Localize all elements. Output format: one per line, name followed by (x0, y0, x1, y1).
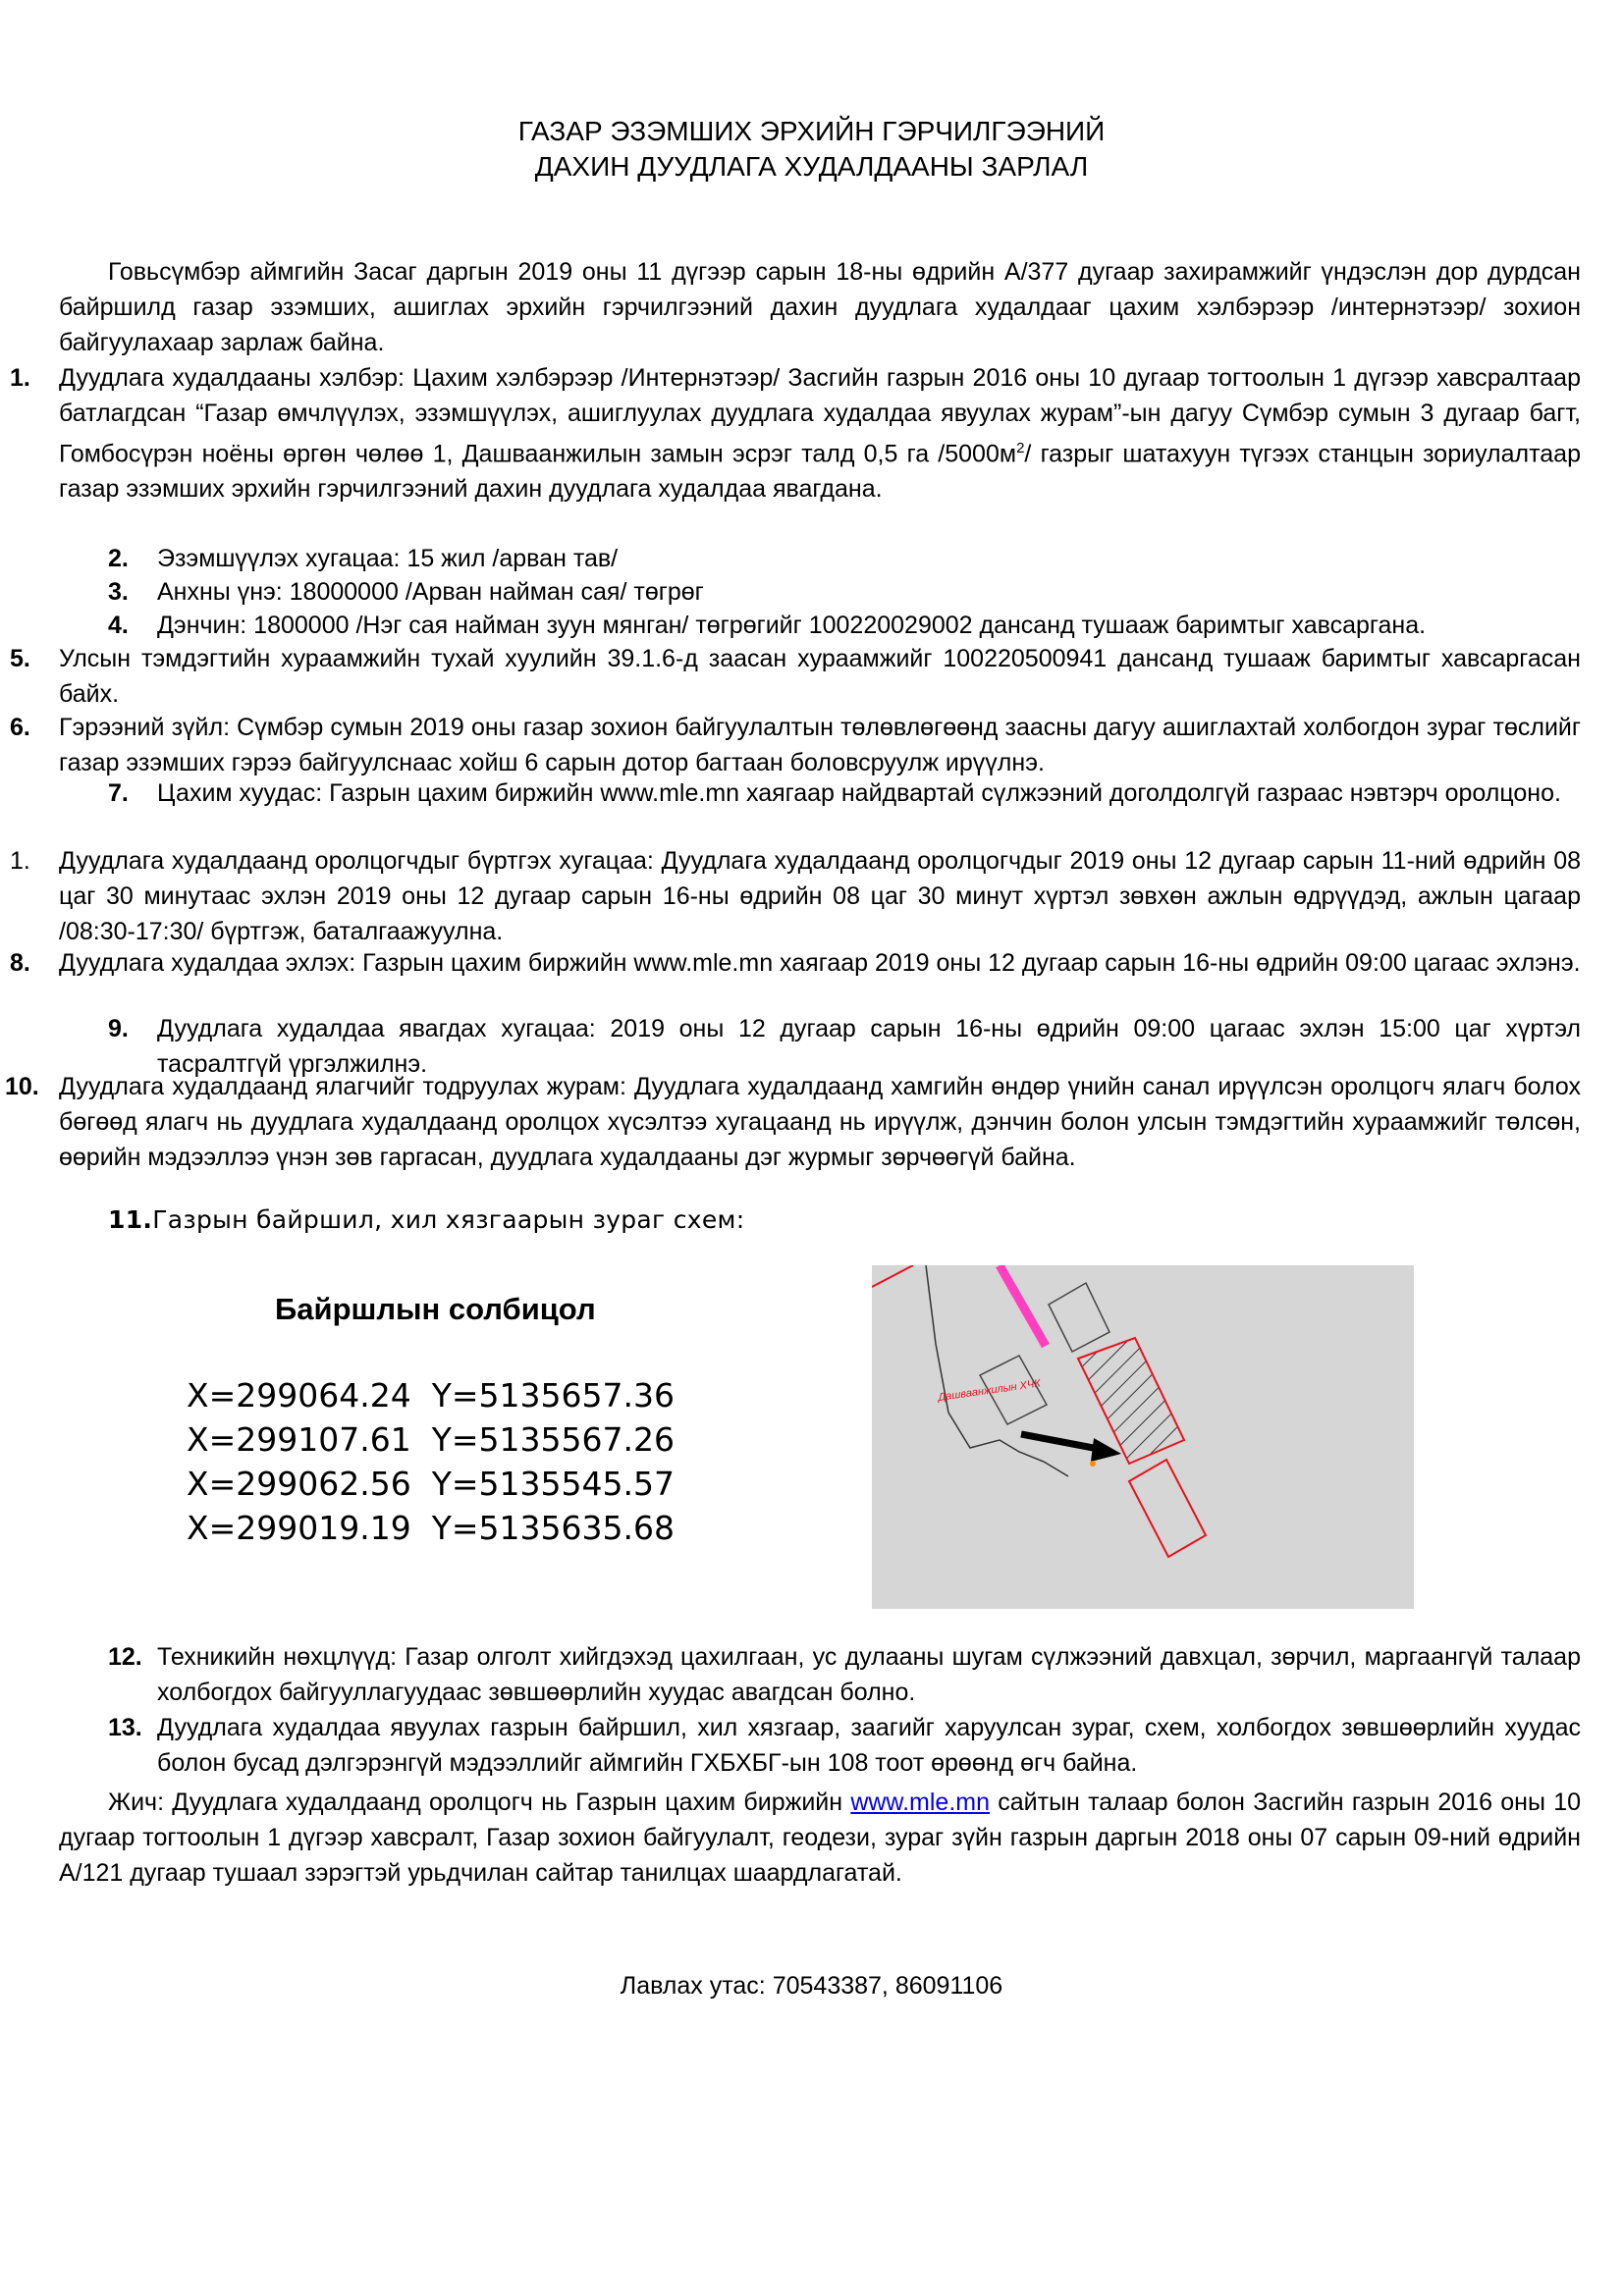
item-number: 8. (10, 949, 30, 977)
item-text-continued: / газрыг шатахуун түгээх станцын зориулалтаар газар эзэмших эрхийн гэрчилгээний дахин дуудлага худалдаа явагдана. (59, 440, 1581, 504)
note-tail: сайтын талаар болон Засгийн газрын 2016 оны 10 дугаар тогтоолын 1 дүгээр хавсралт, Газар зохион байгуулалт, геодези, зураг зүйн газрын даргын 2018 оны 07 сарын 09-ний өдрийн А/121 дугаар тушаал зэрэгтэй урьдчилан сайтар танилцах шаардлагатай. (59, 1789, 1581, 1887)
list-item: Дуудлага худалдаанд ялагчийг тодруулах журам: Дуудлага худалдаанд хамгийн өндөр үнийн санал ирүүлсэн оролцогч ялагч болох бөгөөд ялагч нь дуудлага худалдаанд оролцох хүсэлтээ хугацаанд нь ирүүлж, дэнчин болон улсын тэмдэгтийн хураамжийг төлсөн, өөрийн мэдээллээ үнэн зөв гаргасан, дуудлага худалдааны дэг журмыг зөрчөөгүй байна. (59, 1073, 1581, 1171)
coordinate-row (187, 1507, 675, 1550)
list-item: Дуудлага худалдаанд оролцогчдыг бүртгэх хугацаа: Дуудлага худалдаанд оролцогчдыг 2019 оны 12 дугаар сарын 11-ний өдрийн 08 цаг 30 минутаас эхлэн 2019 оны 12 дугаар сарын 16-ны өдрийн 08 цаг 30 минут хүртэл зөвхөн ажлын өдрүүдэд, ажлын цагаар /08:30-17:30/ бүртгэж, баталгаажуулна. (59, 847, 1581, 945)
pointer-arrowhead (1091, 1438, 1121, 1462)
building-outline (1049, 1283, 1109, 1352)
map-label: Дашваанжилын ХЧК (937, 1377, 1042, 1404)
item-text: Дуудлага худалдааны хэлбэр: Цахим хэлбэрээр /Интернэтээр/ Засгийн газрын 2016 оны 10 дугаар тогтоолын 1 дүгээр хавсралтаар батлагдсан “Газар өмчлүүлэх, эзэмшүүлэх, ашиглуулах дуудлага худалдаа явуулах журам”-ын дагуу Сүмбэр сумын 3 дугаар багт, Гомбосүрэн ноёны өргөн чөлөө 1, Дашваанжилын замын эсрэг талд 0,5 га /5000м (59, 364, 1581, 468)
item-number: 1. (10, 364, 30, 392)
road-polyline (926, 1265, 1068, 1476)
intro-paragraph: Говьсүмбэр аймгийн Засаг даргын 2019 оны 11 дүгээр сарын 18-ны өдрийн А/377 дугаар захирамжийг үндэслэн дор дурдсан байршилд газар эзэмших, ашиглах эрхийн гэрчилгээний дахин дуудлага худалдааг цахим хэлбэрээр /интернэтээр/ зохион байгуулахаар зарлаж байна. (59, 258, 1581, 356)
location-map (872, 1265, 1414, 1609)
item-number: 12. (108, 1643, 142, 1671)
list-item: Дуудлага худалдаа явагдах хугацаа: 2019 оны 12 дугаар сарын 16-ны өдрийн 09:00 цагаас эхлэн 15:00 цаг хүртэл тасралтгүй үргэлжилнэ. (157, 1015, 1581, 1078)
note-paragraph (59, 1785, 1581, 1891)
list-item (59, 360, 1581, 507)
coordinate-x: X=299062.56 (187, 1465, 411, 1503)
point-marker (1090, 1461, 1096, 1467)
coordinate-y: Y=5135657.36 (431, 1376, 675, 1415)
coordinate-y: Y=5135567.26 (431, 1420, 675, 1459)
list-item: Техникийн нөхцлүүд: Газар олголт хийгдэхэд цахилгаан, ус дулааны шугам сүлжээний давхцал, зөрчил, маргаангүй талаар холбогдох байгууллагуудаас зөвшөөрлийн хуудас авагдсан болно. (157, 1643, 1581, 1706)
item-number: 2. (108, 545, 129, 572)
list-item (108, 1202, 744, 1238)
coordinate-row (187, 1374, 675, 1417)
list-item: Анхны үнэ: 18000000 /Арван найман сая/ төгрөг (157, 578, 704, 606)
list-item: Дуудлага худалдаа явуулах газрын байршил, хил хязгаар, заагийг харуулсан зураг, схем, холбогдох зөвшөөрлийн хуудас болон бусад дэлгэрэнгүй мэдээллийг аймгийн ГХБХБГ-ын 108 тоот өрөөнд өгч байна. (157, 1714, 1581, 1777)
location-map-svg (872, 1265, 1414, 1609)
parcel-outline (1129, 1460, 1206, 1557)
list-item: Улсын тэмдэгтийн хураамжийн тухай хуулийн 39.1.6-д заасан хураамжийг 100220500941 дансанд тушааж баримтыг хавсаргасан байх. (59, 645, 1581, 708)
list-item: Эзэмшүүлэх хугацаа: 15 жил /арван тав/ (157, 545, 619, 572)
list-item: Цахим хуудас: Газрын цахим биржийн www.mle.mn хаягаар найдвартай сүлжээний доголдолгүй газраас нэвтэрч оролцоно. (157, 779, 1561, 807)
item-number: 5. (10, 645, 30, 672)
item-number: 9. (108, 1015, 129, 1042)
list-item: Дэнчин: 1800000 /Нэг сая найман зуун мянган/ төгрөгийг 100220029002 дансанд тушааж баримтыг хавсаргана. (157, 612, 1427, 639)
coordinate-x: X=299064.24 (187, 1376, 411, 1415)
note-lead: Жич: Дуудлага худалдаанд оролцогч нь Газрын цахим биржийн (108, 1789, 851, 1816)
coordinate-y: Y=5135635.68 (431, 1509, 675, 1547)
coordinate-x: X=299019.19 (187, 1509, 411, 1547)
reference-phone: Лавлах утас: 70543387, 86091106 (620, 1972, 1003, 2000)
boundary-line (872, 1265, 913, 1287)
road-line (1000, 1265, 1046, 1346)
coordinate-row (187, 1418, 675, 1462)
mle-link[interactable]: www.mle.mn (850, 1789, 991, 1816)
coordinate-x: X=299107.61 (187, 1420, 411, 1459)
list-item: Гэрээний зүйл: Сүмбэр сумын 2019 оны газар зохион байгуулалтын төлөвлөгөөнд заасны дагуу ашиглахтай холбогдон зураг төслийг газар эзэмших гэрээ байгуулснаас хойш 6 сарын дотор багтаан боловсруулж ирүүлнэ. (59, 714, 1581, 776)
coordinates-title: Байршлын солбицол (275, 1292, 596, 1326)
coordinate-y: Y=5135545.57 (431, 1465, 675, 1503)
superscript: 2 (1016, 440, 1025, 456)
item-number: 7. (108, 779, 129, 807)
pointer-arrow (1021, 1434, 1104, 1450)
item-number: 1. (10, 847, 30, 875)
list-item: Дуудлага худалдаа эхлэх: Газрын цахим биржийн www.mle.mn хаягаар 2019 оны 12 дугаар сарын 16-ны өдрийн 09:00 цагаас эхлэнэ. (59, 949, 1581, 977)
item-text: Газрын байршил, хил хязгаарын зураг схем: (152, 1205, 745, 1234)
coordinate-row (187, 1463, 675, 1506)
item-number: 3. (108, 578, 129, 606)
item-number: 13. (108, 1714, 142, 1741)
item-number: 10. (5, 1073, 39, 1100)
document-title-line1: ГАЗАР ЭЗЭМШИХ ЭРХИЙН ГЭРЧИЛГЭЭНИЙ (517, 116, 1106, 146)
document-title-line2: ДАХИН ДУУДЛАГА ХУДАЛДААНЫ ЗАРЛАЛ (534, 151, 1089, 182)
item-number: 4. (108, 612, 129, 639)
item-number: 11. (108, 1205, 153, 1234)
item-number: 6. (10, 714, 30, 741)
